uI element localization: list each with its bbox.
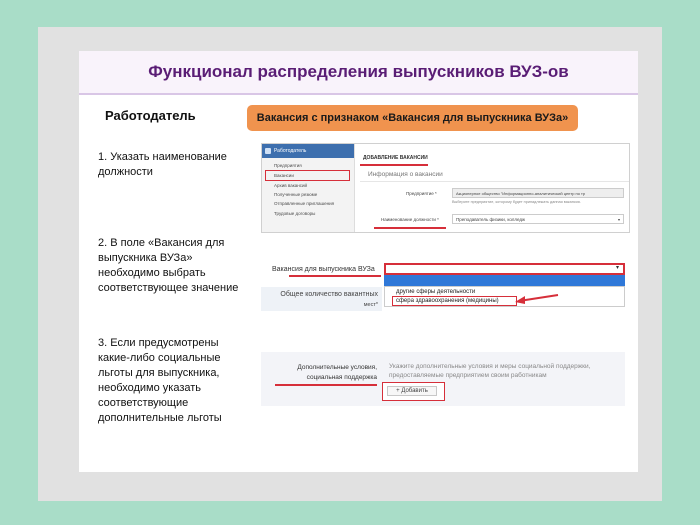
- position-value: Преподаватель физики, колледж: [456, 217, 526, 222]
- add-button-marker: [382, 382, 445, 401]
- step-2-text: 2. В поле «Вакансия для выпускника ВУЗа» необходимо выбрать соответствующее значение: [98, 237, 239, 294]
- slide: [79, 51, 638, 472]
- add-vacancy-panel: [261, 143, 630, 233]
- red-underline: [289, 275, 381, 277]
- position-field[interactable]: [452, 214, 624, 224]
- chevron-down-icon: ▾: [615, 265, 619, 271]
- sidebar-item-enterprises[interactable]: Предприятия: [274, 163, 302, 168]
- vacancy-count-label: [261, 287, 382, 311]
- benefits-panel: [261, 352, 625, 406]
- dropdown-highlighted-option[interactable]: [384, 275, 625, 286]
- add-benefit-button[interactable]: + Добавить: [387, 386, 437, 396]
- sidebar-item-contracts[interactable]: Трудовые договоры: [274, 211, 316, 216]
- info-title: Информация о вакансии: [368, 171, 443, 178]
- sidebar-item-resumes[interactable]: Полученные резюме: [274, 192, 318, 197]
- dropdown-list: [384, 286, 625, 307]
- sidebar-item-vacancies[interactable]: Вакансии: [265, 170, 350, 181]
- divider: [360, 181, 629, 182]
- sidebar-head-label: Работодатель: [274, 148, 307, 154]
- graduate-vacancy-select[interactable]: [384, 263, 625, 275]
- role-label: Работодатель: [105, 108, 196, 123]
- sidebar-head[interactable]: [262, 144, 354, 158]
- count-label-line1: Общее количество вакантных: [280, 291, 378, 298]
- step-1-text: 1. Указать наименование должности: [98, 151, 227, 178]
- position-label: Наименование должности *: [381, 217, 439, 222]
- section-title: ДОБАВЛЕНИЕ ВАКАНСИИ: [363, 155, 428, 161]
- red-underline: [275, 384, 377, 386]
- sidebar-item-invitations[interactable]: Отправленные приглашения: [274, 201, 335, 206]
- count-label-line2: мест*: [363, 302, 378, 308]
- sidebar: [262, 144, 355, 232]
- red-underline: [374, 227, 446, 229]
- option-other[interactable]: другие сферы деятельности: [396, 289, 476, 295]
- title-bar: [79, 51, 638, 95]
- step-3-text: 3. Если предусмотрены какие-либо социальные льготы для выпускника, необходимо указать соответствующие дополнительные льготы: [98, 337, 222, 424]
- employer-icon: [265, 148, 271, 154]
- slide-title: Функционал распределения выпускников ВУЗ-ов: [148, 62, 569, 81]
- red-underline: [360, 164, 428, 166]
- enterprise-label: Предприятие *: [406, 191, 437, 196]
- option-healthcare[interactable]: сфера здравоохранения (медицины): [396, 298, 499, 304]
- benefits-label: Дополнительные условия, социальная поддержка: [297, 364, 377, 381]
- sidebar-item-archive[interactable]: Архив вакансий: [274, 183, 308, 188]
- graduate-vacancy-label: Вакансия для выпускника ВУЗа: [272, 266, 375, 273]
- benefits-hint: Укажите дополнительные условия и меры социальной поддержки, предоставляемые предприятием своим работникам: [389, 363, 591, 379]
- enterprise-hint: Выберите предприятие, которому будет принадлежать данная вакансия.: [452, 200, 581, 204]
- chevron-down-icon: ▾: [617, 217, 620, 222]
- enterprise-field[interactable]: Акционерное общество "Информационно-аналитический центр по тр: [452, 188, 624, 198]
- highlight-pill: Вакансия с признаком «Вакансия для выпускника ВУЗа»: [247, 105, 578, 131]
